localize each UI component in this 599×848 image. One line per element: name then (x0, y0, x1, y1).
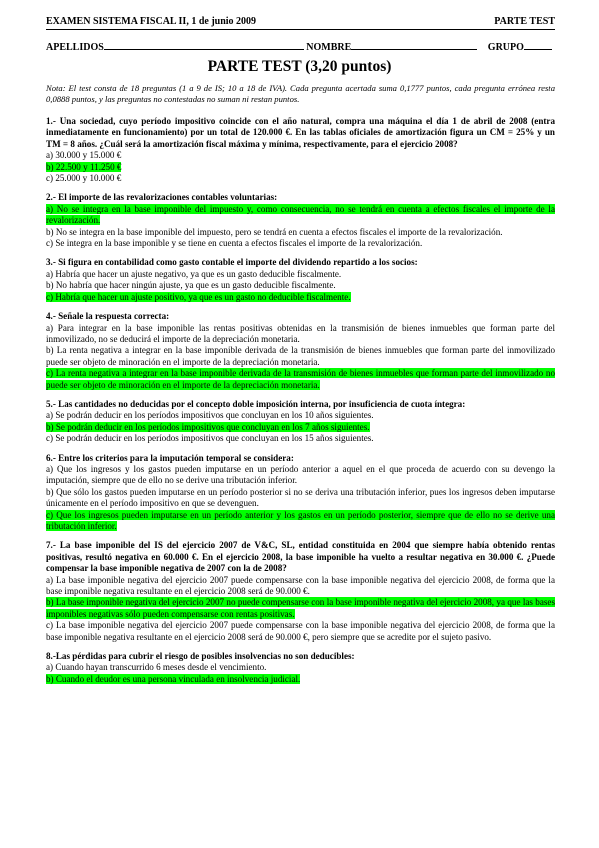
answer-option-text: a) Cuando hayan transcurrido 6 meses desde el vencimiento. (46, 662, 267, 673)
apellidos-field[interactable] (104, 40, 304, 50)
question-stem: 1.- Una sociedad, cuyo período impositivo coincide con el año natural, compra una máquina el día 1 de abril de 2008 (entra inmediatamente en funcionamiento) por un total de 120.000 €. En las tablas oficiales de amortización figura un CM = 25% y un TM = 8 años. ¿Cuál será la amortización fiscal máxima y mínima, respectivamente, para el ejercicio 2008? (46, 116, 555, 149)
answer-option-text: c) Se podrán deducir en los períodos impositivos que concluyan en los 15 años siguientes. (46, 433, 374, 444)
answer-option-text: c) Habría que hacer un ajuste positivo, ya que es un gasto no deducible fiscalmente. (46, 291, 351, 302)
answer-option-text: a) La base imponible negativa del ejercicio 2007 puede compensarse con la base imponible negativa del ejercicio 2008, de forma que la base imponible negativa resultante en el ejercicio 2008 será de 90.000 €. (46, 574, 555, 597)
answer-option[interactable] (46, 227, 555, 238)
answer-option[interactable] (46, 620, 555, 643)
section-label: PARTE TEST (494, 16, 555, 27)
answer-option-text: b) Que sólo los gastos pueden imputarse en un período posterior si no se deriva una tributación inferior, pues los ingresos deben imputarse únicamente en el período impositivo en que se devenguen. (46, 486, 555, 509)
page-title: PARTE TEST (3,20 puntos) (207, 58, 392, 75)
answer-option-text: c) 25.000 y 10.000 € (46, 173, 122, 184)
answer-option[interactable] (46, 280, 555, 291)
answer-option[interactable] (46, 204, 555, 227)
grupo-label: GRUPO (487, 42, 524, 53)
answer-option-text: b) Se podrán deducir en los períodos impositivos que concluyan en los 7 años siguientes. (46, 421, 370, 432)
answer-option-text: a) Que los ingresos y los gastos pueden imputarse en un período anterior a aquel en el que proceda de acuerdo con su devengo la imputación, siempre que de ello no se derive una tributación inferior. (46, 463, 555, 486)
question-6 (46, 453, 555, 533)
page-header (46, 16, 555, 27)
answer-option-text: c) Se integra en la base imponible y se tiene en cuenta a efectos fiscales el importe de la revalorización. (46, 238, 423, 249)
question-stem: 5.- Las cantidades no deducidas por el concepto doble imposición interna, por insuficiencia de cuota íntegra: (46, 398, 466, 409)
question-stem: 3.- Si figura en contabilidad como gasto contable el importe del dividendo repartido a los socios: (46, 257, 418, 268)
answer-option[interactable] (46, 345, 555, 368)
question-stem: 6.- Entre los criterios para la imputación temporal se considera: (46, 452, 294, 463)
answer-option-text: b) La renta negativa a integrar en la base imponible derivada de la transmisión de bienes inmuebles que forman parte del inmovilizado puede ser objeto de minoración en el importe de la depreciación monetaria. (46, 345, 555, 367)
answer-option[interactable] (46, 173, 555, 184)
question-2 (46, 192, 555, 249)
answer-option[interactable] (46, 269, 555, 280)
answer-option[interactable] (46, 597, 555, 620)
answer-option-text: a) Se podrán deducir en los períodos impositivos que concluyan en los 10 años siguientes. (46, 410, 374, 421)
question-3 (46, 257, 555, 303)
answer-option-text: c) La base imponible negativa del ejercicio 2007 puede compensarse con la base imponible negativa del ejercicio 2008, de forma que la base imponible negativa resultante en el ejercicio 2008 será de 90.000 €, pero siempre que se acredite por el sujeto pasivo. (46, 620, 555, 642)
answer-option-text: b) No se integra en la base imponible del impuesto, pero se tendrá en cuenta a efectos fiscales el importe de la revalorización. (46, 226, 503, 237)
answer-option[interactable] (46, 323, 555, 346)
exam-title: EXAMEN SISTEMA FISCAL II, 1 de junio 2009 (46, 16, 257, 27)
question-stem: 2.- El importe de las revalorizaciones contables voluntarias: (46, 192, 278, 203)
answer-option[interactable] (46, 487, 555, 510)
answer-option-text: a) 30.000 y 15.000 € (46, 150, 122, 161)
answer-option[interactable] (46, 150, 555, 161)
answer-option[interactable] (46, 510, 555, 533)
answer-option[interactable] (46, 162, 555, 173)
answer-option-text: c) Que los ingresos pueden imputarse en un período anterior y los gastos en un período posterior, siempre que de ello no se derive una tributación inferior. (46, 509, 555, 531)
answer-option-text: a) Para integrar en la base imponible las rentas positivas obtenidas en la transmisión de bienes inmuebles que forman parte del inmovilizado, no se deducirá el importe de la depreciación monetaria. (46, 322, 555, 344)
answer-option[interactable] (46, 433, 555, 444)
question-list (46, 116, 555, 693)
answer-option-text: b) 22.500 y 11.250 € (46, 161, 122, 172)
answer-option[interactable] (46, 410, 555, 421)
question-stem: 7.- La base imponible del IS del ejercicio 2007 de V&C, SL, entidad constituida en 2004 que siempre había obtenido rentas positivas, resultó negativa en 60.000 €. En el ejercicio 2008, la base imponible ha vuelto a resultar negativa en 30.000 €. ¿Puede compensar la base imponible negativa de 2007 con la de 2008? (46, 540, 555, 574)
question-4 (46, 311, 555, 391)
answer-option-text: b) No habría que hacer ningún ajuste, ya que es un gasto deducible fiscalmente. (46, 280, 336, 291)
answer-option[interactable] (46, 575, 555, 598)
answer-option-text: a) Habría que hacer un ajuste negativo, ya que es un gasto deducible fiscalmente. (46, 268, 342, 279)
answer-option[interactable] (46, 368, 555, 391)
answer-option-text: b) Cuando el deudor es una persona vinculada en insolvencia judicial. (46, 673, 301, 684)
question-stem: 8.-Las pérdidas para cubrir el riesgo de posibles insolvencias no son deducibles: (46, 651, 355, 662)
exam-note: Nota: El test consta de 18 preguntas (1 a 9 de IS; 10 a 18 de IVA). Cada pregunta acertada suma 0,1777 puntos, cada pregunta errónea resta 0,0888 puntos, y las preguntas no contestadas no suman ni restan puntos. (46, 83, 555, 104)
answer-option[interactable] (46, 422, 555, 433)
answer-option-text: b) La base imponible negativa del ejercicio 2007 no puede compensarse con la base imponible negativa del ejercicio 2008, ya que las bases imponibles negativas sólo pueden compensarse con rentas positivas. (46, 597, 555, 619)
header-rule (46, 29, 555, 30)
answer-option[interactable] (46, 464, 555, 487)
question-1 (46, 116, 555, 184)
student-fields (46, 40, 555, 53)
answer-option[interactable] (46, 674, 555, 685)
answer-option[interactable] (46, 662, 555, 673)
question-stem: 4.- Señale la respuesta correcta: (46, 311, 170, 322)
apellidos-label: APELLIDOS (46, 42, 104, 53)
nombre-field[interactable] (351, 40, 477, 50)
nombre-label: NOMBRE (306, 42, 352, 53)
question-8 (46, 651, 555, 685)
answer-option-text: a) No se integra en la base imponible del impuesto y, como consecuencia, no se tendrá en cuenta a efectos fiscales el importe de la revalorización. (46, 203, 555, 226)
answer-option[interactable] (46, 238, 555, 249)
question-5 (46, 399, 555, 445)
grupo-field[interactable] (524, 40, 552, 50)
question-7 (46, 540, 555, 643)
answer-option[interactable] (46, 292, 555, 303)
answer-option-text: c) La renta negativa a integrar en la base imponible derivada de la transmisión de bienes inmuebles que forman parte del inmovilizado no puede ser objeto de minoración en el importe de la depreciación monetaria. (46, 368, 555, 390)
